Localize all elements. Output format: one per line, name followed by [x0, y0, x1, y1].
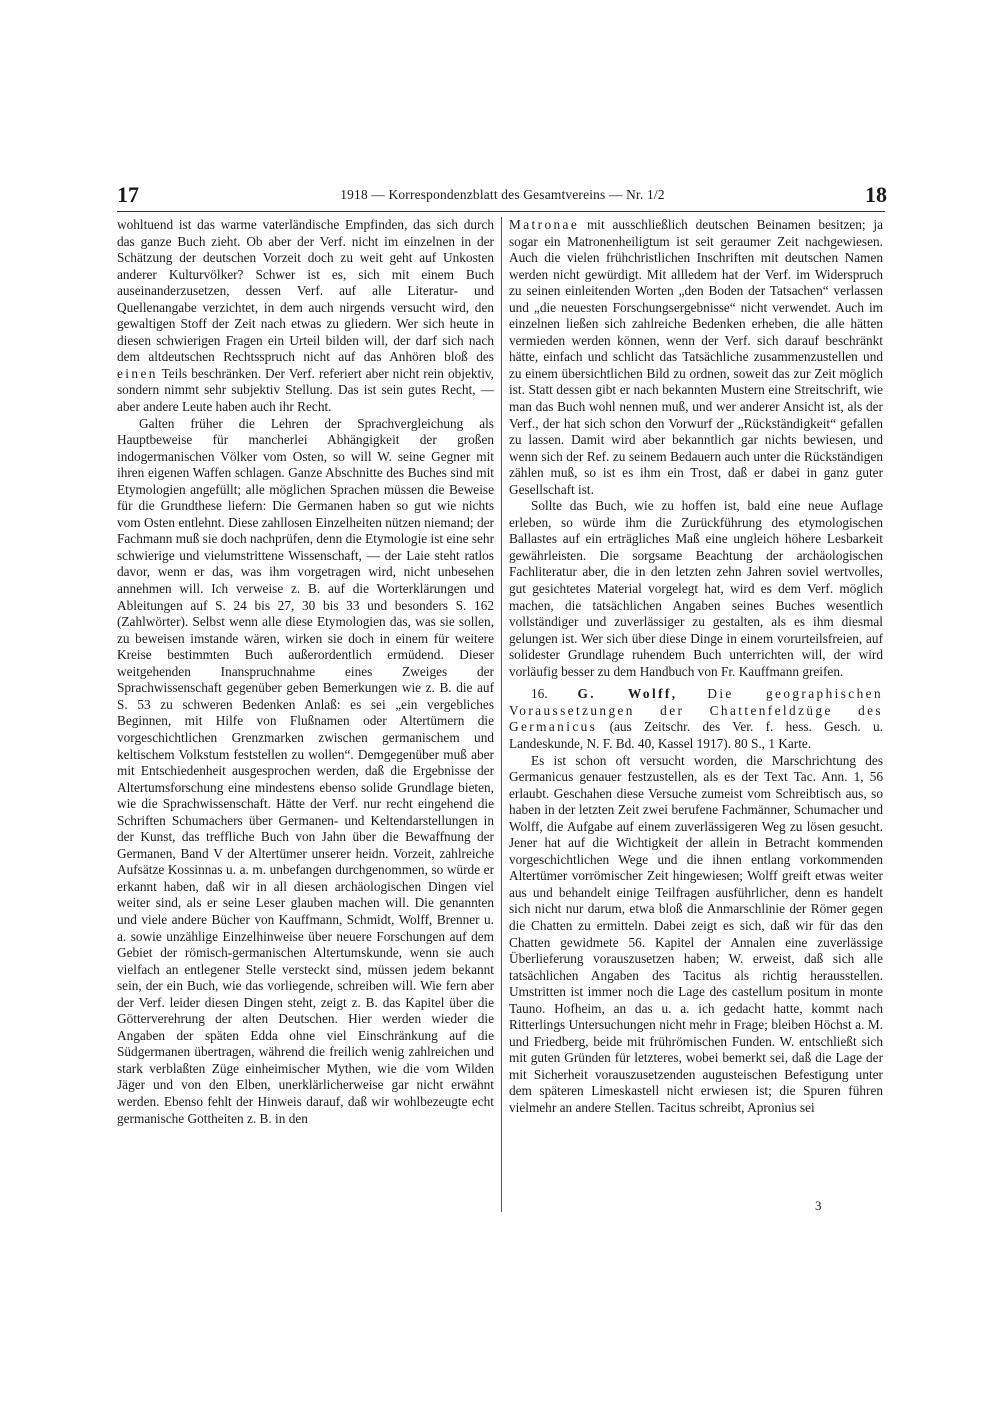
header-rule [117, 211, 885, 212]
paragraph-text: wohltuend ist das warme vaterländische Empfinden, das sich durch das ganze Buch zieht. Ob aber der Verf. nicht im einzelnen in der Schätzung der deutschen Vorzeit doch zu weit geht auf Unkosten anderer Kulturvölker? Schwer ist es, sich mit einem Buch auseinanderzusetzen, dessen Verf. auf alle Literatur- und Quellenangabe verzichtet, in dem auch nirgends versucht wird, den gewaltigen Stoff der Zeit nach etwas zu gliedern. Wer sich heute in diesen schwierigen Fragen ein Urteil bilden will, der darf sich nach dem altdeutschen Rechtsspruch nicht auf das Anhören bloß des [117, 217, 494, 365]
latin-phrase: castellum positum in monte Tauno. [509, 984, 884, 1016]
paragraph-text: Hofheim, an das u. a. ich gedacht hatte, kommt nach Ritterlings Untersuchungen nicht mehr in Frage; bleiben Höchst a. M. und Friedberg, beide mit frührömischen Funden. W. entschließt sich mit guten Gründen für letzteres, wobei bemerkt sei, daß die Lage der mit Sicherheit vorauszusetzenden augusteischen Befestigung unter dem späteren Limeskastell nicht erwiesen ist; die Spuren führen vielmehr an andere Stellen. Tacitus schreibt, Apronius sei [509, 1000, 883, 1115]
entry-title: Die geographischen Voraussetzungen der Chattenfeldzüge des Germanicus [509, 686, 884, 735]
entry-author: G. Wolff, [577, 686, 678, 702]
paragraph [117, 217, 494, 416]
entry-bibliography: (aus Zeitschr. des Ver. f. hess. Gesch. u. Landeskunde, N. F. Bd. 40, Kassel 1917). 80 S., 1 Karte. [509, 719, 883, 751]
paragraph: Sollte das Buch, wie zu hoffen ist, bald eine neue Auflage erleben, so würde ihm die Zurückführung des etymologischen Ballastes auf ein erträgliches Maß eine ungleich höhere Lesbarkeit gewährleisten. Die sorgsame Beachtung der archäologischen Fachliteratur aber, die in den letzten zehn Jahren soviel wertvolles, gut gesichtetes Material vorgelegt hat, wird es dem Verf. möglich machen, die tatsächlichen Angaben seines Buches wesentlich vollständiger und zuverlässiger zu gestalten, als es ihm diesmal gelungen ist. Wer sich über diese Dinge in einem vorurteilsfreien, auf solidester Grundlage ruhendem Buch unterrichten will, der wird vorläufig besser zu dem Handbuch von Fr. Kauffmann greifen. [509, 498, 883, 679]
page-number-left: 17 [117, 182, 139, 207]
paragraph [509, 753, 883, 1117]
running-head: 1918 — Korrespondenzblatt des Gesamtvereins — Nr. 1/2 [340, 187, 665, 202]
entry-number: 16. [531, 686, 548, 702]
right-column [509, 217, 883, 1117]
paragraph-text: Teils beschränken. Der Verf. referiert aber nicht rein objektiv, sondern nimmt sehr subjektiv Stellung. Das ist sein gutes Recht, — aber andere Leute haben auch ihr Recht. [117, 365, 494, 415]
page-number-right: 18 [865, 182, 887, 207]
spaced-word: Matronae [509, 217, 580, 232]
left-column [117, 217, 494, 1127]
paragraph-text: mit ausschließlich deutschen Beinamen besitzen; ja sogar ein Matronenheiligtum ist seit geraumer Zeit nachgewiesen. Auch die vielen frühchristlichen Inschriften mit deutschen Namen werden nicht gewürdigt. Mit allledem hat der Verf. im Widerspruch zu seinen einleitenden Worten „den Boden der Tatsachen“ verlassen und „die neuesten Forschungsergebnisse“ nicht verwendet. Auch im einzelnen ließen sich zahlreiche Bedenken erheben, die alle hätten vermieden werden können, wenn der Verf. sich darauf beschränkt hätte, einfach und schlicht das Tatsächliche zusammenzustellen und zu einem übersichtlichen Bild zu ordnen, soweit das zur Zeit möglich ist. Statt dessen gibt er nach bekannten Mustern eine Streitschrift, wie man das Buch wohl nennen muß, und wer anderer Ansicht ist, als der Verf., der hat sich schon den Vorwurf der „Rückständigkeit“ gefallen zu lassen. Damit wird aber bekanntlich gar nichts bewiesen, und wenn sich der Ref. zu seinem Bedauern auch unter die Rückständigen zählen muß, so ist es ihm ein Trost, daß er dabei in ganz guter Gesellschaft ist. [509, 217, 883, 497]
review-entry-heading [509, 686, 883, 752]
paragraph [509, 217, 883, 498]
signature-mark: 3 [815, 1198, 822, 1213]
paragraph-text: Es ist schon oft versucht worden, die Marschrichtung des Germanicus genauer festzustellen, als es der Text Tac. Ann. 1, 56 erlaubt. Geschahen diese Versuche zumeist vom Schreibtisch aus, so haben in der letzten Zeit zwei berufene Fachmänner, Schumacher und Wolff, die Aufgabe auf einem zuverlässigeren Weg zu lösen gesucht. Jener hat auf die Wichtigkeit der allein in Betracht kommenden vorgeschichtlichen Wege und die ihnen entlang vorkommenden Altertümer vorrömischer Zeit hingewiesen; Wolff greift etwas weiter aus und behandelt einige Teilfragen ausführlicher, denn es handelt sich nicht nur darum, etwa bloß die Anmarschlinie der Römer gegen die Chatten zu ermitteln. Dabei zeigt es sich, daß wir für das den Chatten gewidmete 56. Kapitel der Annalen eine zuverlässige Überlieferung vorauszusetzen haben; W. erweist, daß sich alle tatsächlichen Angaben des Tacitus als richtig herausstellen. Umstritten ist immer noch die Lage des [509, 752, 883, 1000]
spaced-word: einen [117, 365, 158, 381]
paragraph: Galten früher die Lehren der Sprachvergleichung als Hauptbeweise für mancherlei Abhängigkeit der großen indogermanischen Völker vom Osten, so will W. seine Gegner mit ihren eigenen Waffen schlagen. Ganze Abschnitte des Buches sind mit Etymologien angefüllt; alle möglichen Sprachen müssen die Beweise für die Grundthese liefern: Die Germanen haben so gut wie nichts vom Osten entlehnt. Diese zahllosen Einzelheiten nützen niemand; der Fachmann muß sie doch nachprüfen, denn die Etymologie ist eine sehr schwierige und vielumstrittene Wissenschaft, — der Laie steht ratlos davor, wenn er das, was ihm vorgetragen wird, nicht unbesehen annehmen will. Ich verweise z. B. auf die Worterklärungen und Ableitungen auf S. 24 bis 27, 30 bis 33 und besonders S. 162 (Zahlwörter). Selbst wenn alle diese Etymologien das, was sie sollen, zu beweisen imstande wären, wirken sie doch in einem für weitere Kreise bestimmten Buch außerordentlich ermüdend. Dieser weitgehenden Inanspruchnahme eines Zweiges der Sprachwissenschaft gegenüber geben Bemerkungen wie z. B. die auf S. 53 zu schweren Bedenken Anlaß: es sei „ein vergebliches Beginnen, mit Hilfe von Flußnamen oder Altertümern die vorgeschichtlichen Grenzmarken zwischen germanischem und keltischem Volkstum feststellen zu wollen“. Demgegenüber muß aber mit Entschiedenheit ausgesprochen werden, daß die Ergebnisse der Altertumsforschung eine mindestens ebenso solide Grundlage bieten, wie die Sprachwissenschaft. Hätte der Verf. nur recht eingehend die Schriften Schumachers über Germanen- und Keltendarstellungen in der Kunst, das treffliche Buch von Jahn über die Bewaffnung der Germanen, Band V der Altertümer unserer heidn. Vorzeit, zahlreiche Aufsätze Kossinnas u. a. m. unbefangen durchgenommen, so würde er erkannt haben, daß wir in all diesen archäologischen Dingen viel weiter sind, als er seine Leser glauben machen will. Die genannten und viele andere Bücher von Kauffmann, Schmidt, Wolff, Brenner u. a. sowie unzählige Einzelhinweise über neuere Forschungen auf dem Gebiet der römisch-germanischen Altertumskunde, wenn sie auch vielfach an entlegener Stelle versteckt sind, müssen jedem bekannt sein, der ein Buch, wie das vorliegende, schreiben will. Wie fern aber der Verf. leider diesen Dingen steht, zeigt z. B. das Kapitel über die Götterverehrung der alten Deutschen. Hier werden wieder die Angaben der späten Edda ohne viel Einschränkung auf die Südgermanen übertragen, während die freilich wenig zahlreichen und stark verblaßten Züge einheimischer Mythen, wie die vom Wilden Jäger und von den Elben, unerklärlicherweise gar nicht erwähnt werden. Ebenso fehlt der Hinweis darauf, daß wir wohlbezeugte echt germanische Gottheiten z. B. in den [117, 415, 495, 1126]
column-divider [501, 217, 502, 1212]
